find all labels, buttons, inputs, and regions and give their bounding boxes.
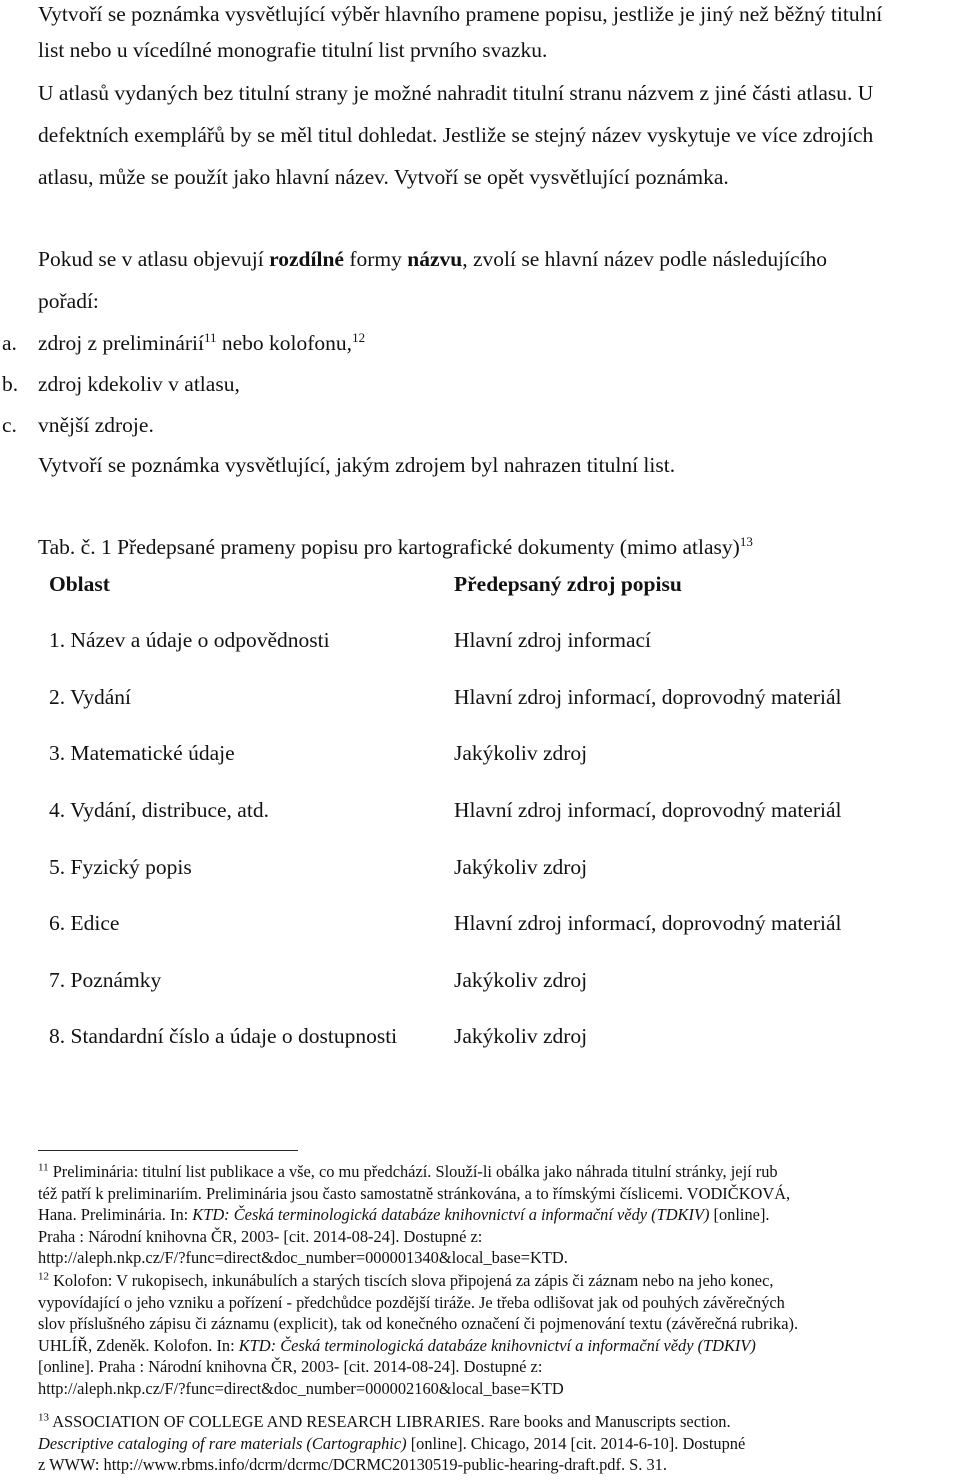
intro-line-1: Vytvoří se poznámka vysvětlující výběr hlavního pramene popisu, jestliže je jiný než běžný titulní bbox=[38, 2, 883, 26]
table-cell-source: Hlavní zdroj informací bbox=[454, 628, 652, 652]
list-item-a-text2: nebo kolofonu, bbox=[216, 331, 353, 355]
table-cell-source: Hlavní zdroj informací, doprovodný materiál bbox=[454, 911, 842, 935]
order-paragraph-line-1 bbox=[38, 245, 827, 273]
table-cell-area: 6. Edice bbox=[49, 911, 120, 935]
order-text-end: , zvolí se hlavní název podle následujícího bbox=[462, 247, 828, 271]
order-paragraph-line-2: pořadí: bbox=[38, 289, 99, 313]
table-cell-area: 3. Matematické údaje bbox=[49, 741, 235, 765]
table-cell-source: Jakýkoliv zdroj bbox=[454, 855, 588, 879]
footnote-13-text-1: ASSOCIATION OF COLLEGE AND RESEARCH LIBRARIES. Rare books and Manuscripts section. bbox=[49, 1412, 731, 1431]
footnote-13-line-2 bbox=[38, 1433, 943, 1455]
table-cell-source: Hlavní zdroj informací, doprovodný materiál bbox=[454, 798, 842, 822]
list-item-c: vnější zdroje. bbox=[38, 413, 154, 437]
footnote-11-line-1 bbox=[38, 1161, 943, 1183]
table-cell-area: 4. Vydání, distribuce, atd. bbox=[49, 798, 269, 822]
footnote-11-line-4: Praha : Národní knihovna ČR, 2003- [cit. 2014-08-24]. Dostupné z: bbox=[38, 1226, 483, 1246]
table-cell-area: 2. Vydání bbox=[49, 685, 132, 709]
table-cell-area: 1. Název a údaje o odpovědnosti bbox=[49, 628, 330, 652]
footnote-ref-11: 11 bbox=[203, 329, 217, 345]
footnote-12-line-5: [online]. Praha : Národní knihovna ČR, 2003- [cit. 2014-08-24]. Dostupné z: bbox=[38, 1357, 543, 1377]
footnote-12-line-3: slov příslušného zápisu či záznamu (explicit), tak od konečného označení či pojmenování textu (závěrečná rubrika). bbox=[38, 1314, 799, 1334]
footnote-separator bbox=[38, 1150, 298, 1151]
footnote-11-url: http://aleph.nkp.cz/F/?func=direct&doc_number=000001340&local_base=KTD. bbox=[38, 1248, 568, 1268]
table-cell-area: 5. Fyzický popis bbox=[49, 855, 192, 879]
intro-line-3: U atlasů vydaných bez titulní strany je možné nahradit titulní stranu názvem z jiné části atlasu. U bbox=[38, 81, 874, 105]
footnote-11-text-3a: Hana. Preliminária. In: bbox=[38, 1205, 193, 1225]
order-text-mid: formy bbox=[343, 247, 408, 271]
list-item-a bbox=[38, 329, 365, 357]
list-item-a-text: zdroj z preliminárií bbox=[38, 331, 204, 355]
footnote-13-source-title: Descriptive cataloging of rare materials (Cartographic) bbox=[38, 1433, 407, 1453]
footnote-ref-12: 12 bbox=[352, 329, 366, 345]
footnote-number-12: 12 bbox=[38, 1270, 49, 1283]
table-caption bbox=[38, 533, 753, 561]
list-marker-b: b. bbox=[2, 372, 19, 396]
footnote-13-url: z WWW: http://www.rbms.info/dcrm/dcrmc/DCRMC20130519-public-hearing-draft.pdf. S. 31. bbox=[38, 1455, 667, 1475]
table-cell-area: 7. Poznámky bbox=[49, 968, 162, 992]
table-header-area: Oblast bbox=[49, 572, 110, 596]
intro-line-2: list nebo u vícedílné monografie titulní list prvního svazku. bbox=[38, 38, 548, 62]
footnote-11-text-3b: [online]. bbox=[709, 1205, 770, 1225]
table-cell-source: Jakýkoliv zdroj bbox=[454, 1024, 588, 1048]
footnote-12-line-2: vypovídající o jeho vzniku a pořízení - předchůdce pozdější tiráže. Je třeba odlišovat jak od pouhých závěrečných bbox=[38, 1292, 785, 1312]
footnote-13 bbox=[38, 1411, 943, 1476]
list-marker-a: a. bbox=[2, 331, 17, 355]
intro-line-4: defektních exemplářů by se měl titul dohledat. Jestliže se stejný název vyskytuje ve více zdrojích bbox=[38, 123, 874, 147]
footnote-12-source-title: KTD: Česká terminologická databáze knihovnictví a informační vědy (TDKIV) bbox=[238, 1335, 756, 1355]
footnote-11-line-3 bbox=[38, 1204, 943, 1226]
footnote-11-text-1: Preliminária: titulní list publikace a vše, co mu předchází. Slouží-li obálka jako náhrada titulní stránky, její rub bbox=[48, 1162, 778, 1181]
footnote-11-line-2: též patří k preliminariím. Preliminária jsou často samostatně stránkována, a to římskými číslicemi. VODIČKOVÁ, bbox=[38, 1183, 791, 1203]
emphasis-rozdilne: rozdílné bbox=[269, 247, 344, 271]
footnote-13-text-2b: [online]. Chicago, 2014 [cit. 2014-6-10]. Dostupné bbox=[406, 1433, 746, 1453]
table-header-source: Předepsaný zdroj popisu bbox=[454, 572, 682, 596]
footnote-number-11: 11 bbox=[38, 1161, 49, 1174]
table-cell-source: Jakýkoliv zdroj bbox=[454, 968, 588, 992]
footnote-12-text-1: Kolofon: V rukopisech, inkunábulích a starých tiscích slova připojená za zápis či záznam nebo na jeho konec, bbox=[49, 1271, 774, 1290]
table-cell-source: Jakýkoliv zdroj bbox=[454, 741, 588, 765]
list-item-b: zdroj kdekoliv v atlasu, bbox=[38, 372, 240, 396]
emphasis-nazvu: názvu bbox=[407, 247, 463, 271]
footnote-12 bbox=[38, 1270, 943, 1400]
footnote-ref-13: 13 bbox=[739, 533, 753, 549]
table-cell-source: Hlavní zdroj informací, doprovodný materiál bbox=[454, 685, 842, 709]
order-text-start: Pokud se v atlasu objevují bbox=[38, 247, 270, 271]
table-cell-area: 8. Standardní číslo a údaje o dostupnosti bbox=[49, 1024, 398, 1048]
footnote-12-line-4 bbox=[38, 1335, 943, 1357]
footnote-11 bbox=[38, 1161, 943, 1269]
intro-line-5: atlasu, může se použít jako hlavní název. Vytvoří se opět vysvětlující poznámka. bbox=[38, 165, 729, 189]
footnote-number-13: 13 bbox=[38, 1411, 49, 1424]
footnote-13-line-1 bbox=[38, 1411, 943, 1433]
order-closing: Vytvoří se poznámka vysvětlující, jakým zdrojem byl nahrazen titulní list. bbox=[38, 453, 676, 477]
list-marker-c: c. bbox=[2, 413, 17, 437]
footnote-12-text-4a: UHLÍŘ, Zdeněk. Kolofon. In: bbox=[38, 1335, 239, 1355]
footnote-12-url: http://aleph.nkp.cz/F/?func=direct&doc_number=000002160&local_base=KTD bbox=[38, 1378, 564, 1398]
footnote-12-line-1 bbox=[38, 1270, 943, 1292]
table-caption-text: Tab. č. 1 Předepsané prameny popisu pro kartografické dokumenty (mimo atlasy) bbox=[38, 535, 740, 559]
footnote-11-source-title: KTD: Česká terminologická databáze knihovnictví a informační vědy (TDKIV) bbox=[192, 1205, 710, 1225]
